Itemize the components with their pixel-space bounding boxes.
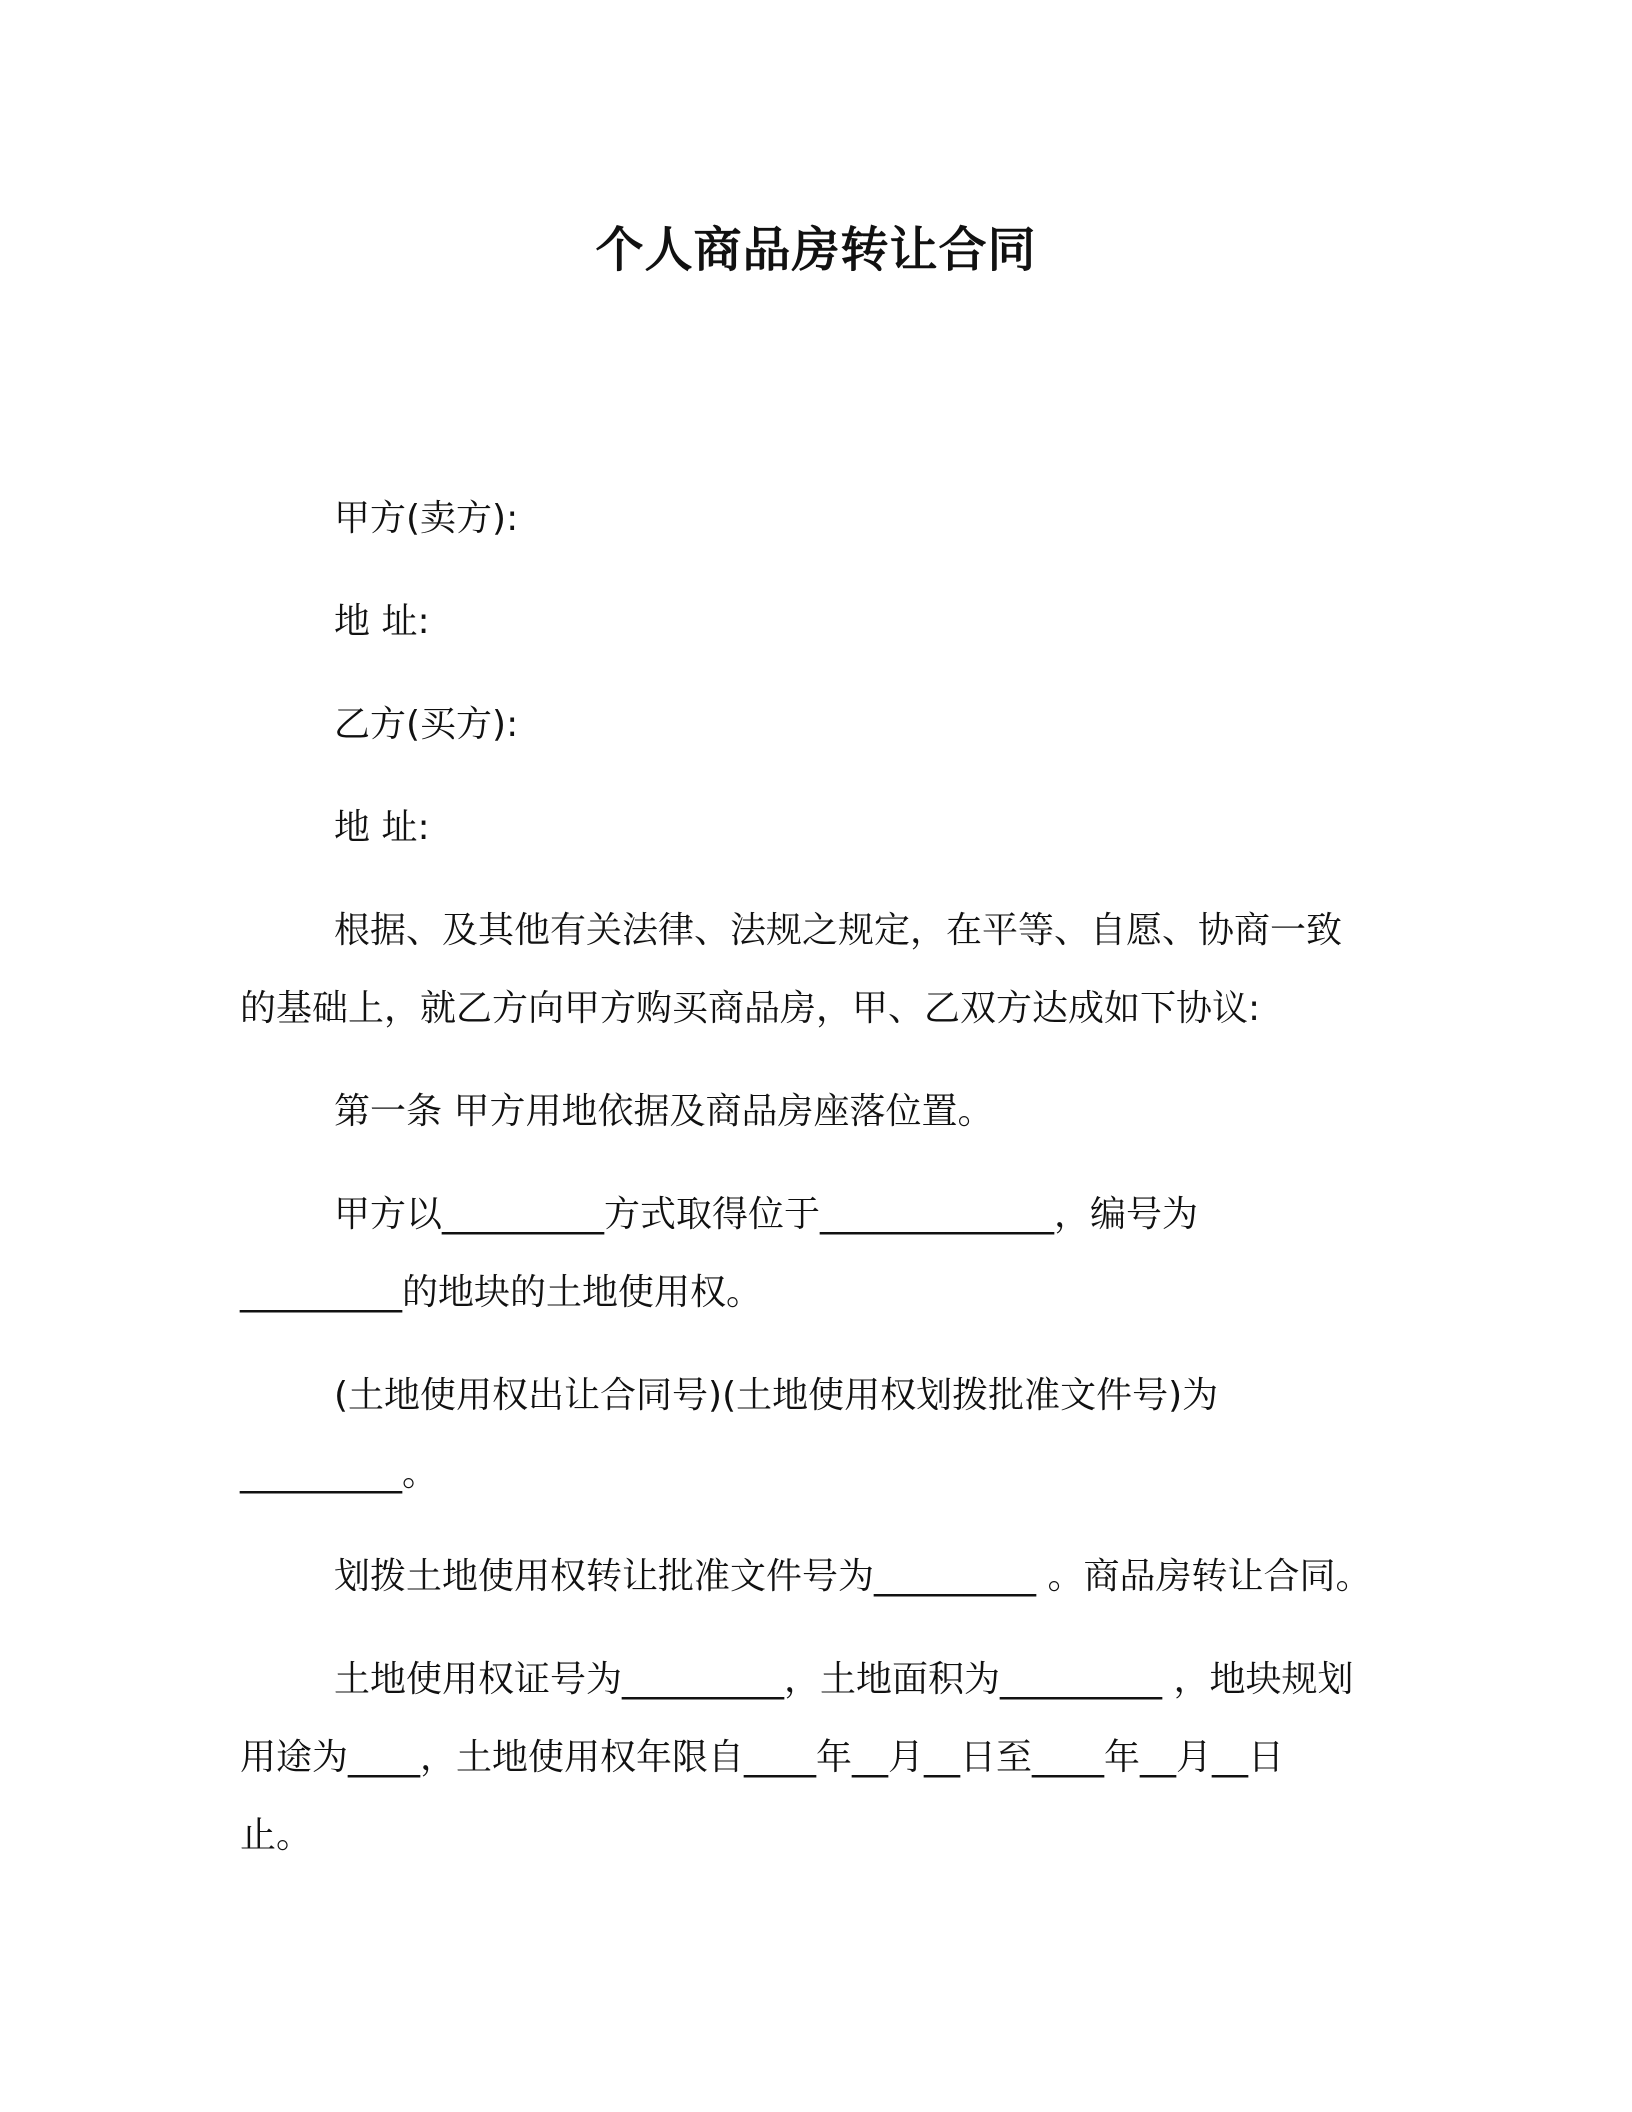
approval-number-line: 划拨土地使用权转让批准文件号为_________ 。商品房转让合同。 — [334, 1556, 1372, 1597]
party-a-address-label: 地 址: — [334, 601, 430, 642]
party-b-label: 乙方(买方): — [334, 704, 519, 745]
article-1-heading: 第一条 甲方用地依据及商品房座落位置。 — [334, 1091, 994, 1132]
land-certificate-line-1: 土地使用权证号为_________，土地面积为_________ ，地块规划 — [334, 1659, 1354, 1700]
contract-number-line-1: (土地使用权出让合同号)(土地使用权划拨批准文件号)为 — [334, 1375, 1219, 1416]
document-title: 个人商品房转让合同 — [595, 222, 1037, 278]
land-certificate-line-2: 用途为____，土地使用权年限自____年__月__日至____年__月__日 — [240, 1737, 1285, 1778]
article-1-line-1: 甲方以_________方式取得位于_____________，编号为 — [334, 1194, 1199, 1235]
party-a-label: 甲方(卖方): — [334, 498, 519, 539]
article-1-line-2: _________的地块的土地使用权。 — [240, 1272, 763, 1313]
preamble-line-1: 根据、及其他有关法律、法规之规定，在平等、自愿、协商一致 — [334, 910, 1343, 951]
contract-number-line-2: _________。 — [240, 1453, 439, 1494]
land-certificate-line-3: 止。 — [240, 1815, 313, 1856]
party-b-address-label: 地 址: — [334, 807, 430, 848]
preamble-line-2: 的基础上，就乙方向甲方购买商品房，甲、乙双方达成如下协议: — [240, 988, 1261, 1029]
